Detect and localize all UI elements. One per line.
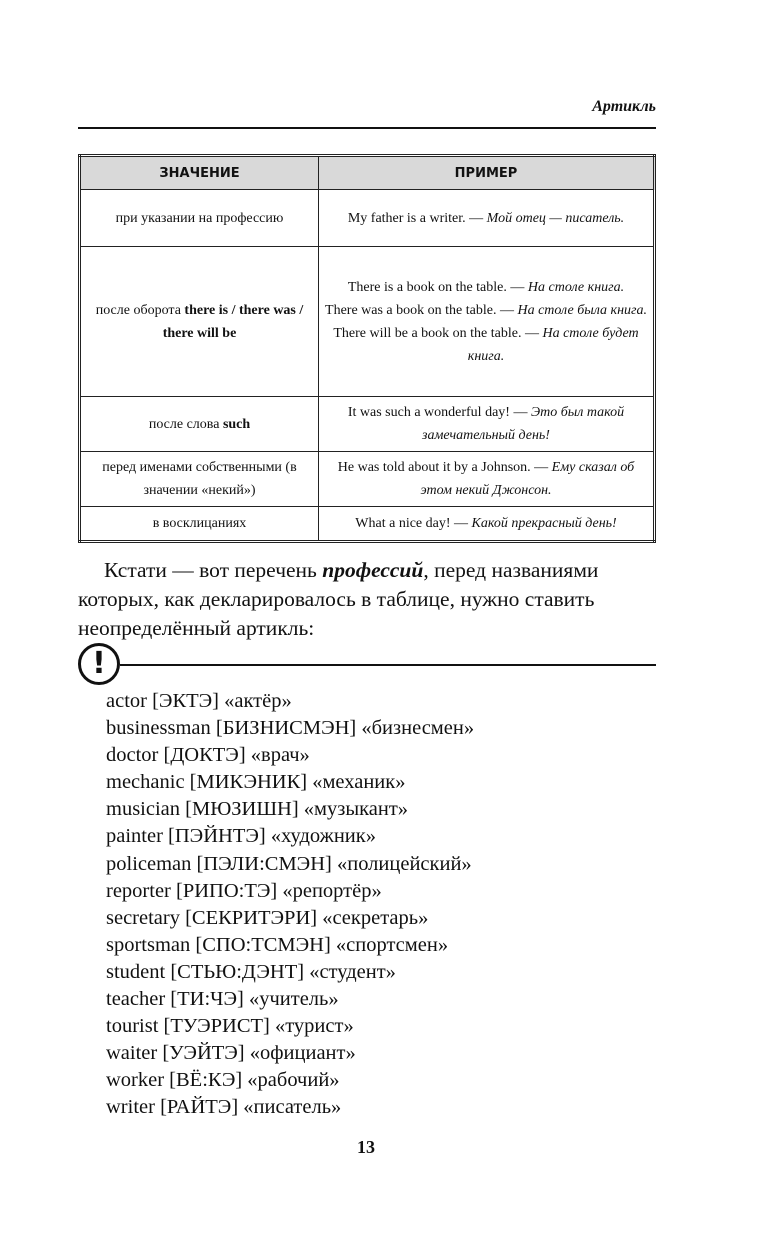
profession-item: worker [ВЁ:КЭ] «рабочий» bbox=[106, 1069, 340, 1092]
example bbox=[325, 512, 647, 535]
profession-item: waiter [УЭЙТЭ] «официант» bbox=[106, 1042, 356, 1065]
example-cell bbox=[319, 452, 655, 507]
meaning-cell bbox=[80, 190, 319, 247]
table-row bbox=[80, 507, 655, 542]
example-cell bbox=[319, 507, 655, 542]
column-header-example: ПРИМЕР bbox=[319, 156, 655, 190]
example-cell bbox=[319, 397, 655, 452]
article-usage-table bbox=[78, 154, 656, 543]
profession-item: actor [ЭКТЭ] «актёр» bbox=[106, 690, 292, 712]
example-cell bbox=[319, 247, 655, 397]
meaning-text: в восклицаниях bbox=[152, 516, 247, 531]
table-row bbox=[80, 190, 655, 247]
example bbox=[325, 456, 647, 502]
example-russian: На столе книга. bbox=[527, 279, 625, 295]
meaning-text: после оборота bbox=[95, 302, 181, 318]
profession-item: businessman [БИЗНИСМЭН] «бизнесмен» bbox=[106, 717, 475, 740]
profession-item: painter [ПЭЙНТЭ] «художник» bbox=[106, 825, 376, 848]
example-russian: Мой отец — писатель. bbox=[486, 210, 625, 226]
example bbox=[325, 401, 647, 447]
example-english: What a nice day! — bbox=[355, 516, 469, 531]
meaning-cell bbox=[80, 507, 319, 542]
exclamation-circle-icon: ! bbox=[78, 643, 120, 685]
example bbox=[325, 322, 647, 368]
example-english: My father is a writer. — bbox=[347, 210, 484, 226]
meaning-cell bbox=[80, 247, 319, 397]
profession-item: student [СТЬЮ:ДЭНТ] «студент» bbox=[106, 960, 396, 983]
meaning-text: перед именами собственными (в значении «некий») bbox=[102, 460, 297, 498]
example-cell bbox=[319, 190, 655, 247]
example-russian: Какой прекрасный день! bbox=[471, 516, 617, 531]
profession-item: policeman [ПЭЛИ:СМЭН] «полицейский» bbox=[106, 852, 472, 875]
column-header-meaning: ЗНАЧЕНИЕ bbox=[80, 156, 319, 190]
meaning-keyword: there is / there was / there will be bbox=[162, 302, 304, 341]
example bbox=[325, 299, 647, 322]
page-number: 13 bbox=[357, 1137, 375, 1157]
example-russian: На столе будет книга. bbox=[467, 325, 639, 364]
example-russian: Это был такой замечательный день! bbox=[422, 405, 625, 443]
para-text: , перед названиями которых, как декларировалось в таблице, нужно ставить неопределённый артикль: bbox=[78, 558, 599, 640]
profession-item: musician [МЮЗИШН] «музыкант» bbox=[106, 798, 409, 821]
profession-item: secretary [СЕКРИТЭРИ] «секретарь» bbox=[106, 906, 429, 929]
profession-item: sportsman [СПО:ТСМЭН] «спортсмен» bbox=[106, 933, 449, 956]
example bbox=[325, 207, 647, 230]
example-english: He was told about it by a Johnson. — bbox=[337, 460, 549, 475]
example-english: It was such a wonderful day! — bbox=[347, 405, 528, 420]
meaning-cell bbox=[80, 452, 319, 507]
intro-paragraph bbox=[78, 556, 663, 643]
notice-rule bbox=[120, 664, 656, 666]
example-english: There will be a book on the table. — bbox=[333, 325, 539, 341]
example-english: There was a book on the table. — bbox=[325, 302, 514, 318]
para-emphasis: профессий bbox=[322, 558, 424, 582]
meaning-cell bbox=[80, 397, 319, 452]
example-russian: Ему сказал об этом некий Джонсон. bbox=[420, 460, 635, 498]
table-row bbox=[80, 397, 655, 452]
example bbox=[325, 276, 647, 299]
example-english: There is a book on the table. — bbox=[347, 279, 525, 295]
table-row bbox=[80, 452, 655, 507]
meaning-text: при указании на профессию bbox=[115, 210, 284, 226]
profession-item: teacher [ТИ:ЧЭ] «учитель» bbox=[106, 988, 339, 1011]
running-title: Артикль bbox=[592, 98, 656, 115]
profession-item: mechanic [МИКЭНИК] «механик» bbox=[106, 771, 406, 794]
header-rule bbox=[78, 127, 656, 129]
meaning-text: после слова bbox=[148, 416, 220, 432]
para-text: Кстати — вот перечень bbox=[104, 558, 317, 582]
profession-item: doctor [ДОКТЭ] «врач» bbox=[106, 744, 310, 767]
professions-list bbox=[106, 688, 474, 1122]
table-row bbox=[80, 247, 655, 397]
example-russian: На столе была книга. bbox=[517, 302, 647, 318]
profession-item: tourist [ТУЭРИСТ] «турист» bbox=[106, 1015, 354, 1038]
profession-item: writer [РАЙТЭ] «писатель» bbox=[106, 1096, 342, 1119]
profession-item: reporter [РИПО:ТЭ] «репортёр» bbox=[106, 879, 382, 902]
meaning-keyword: such bbox=[222, 416, 251, 432]
